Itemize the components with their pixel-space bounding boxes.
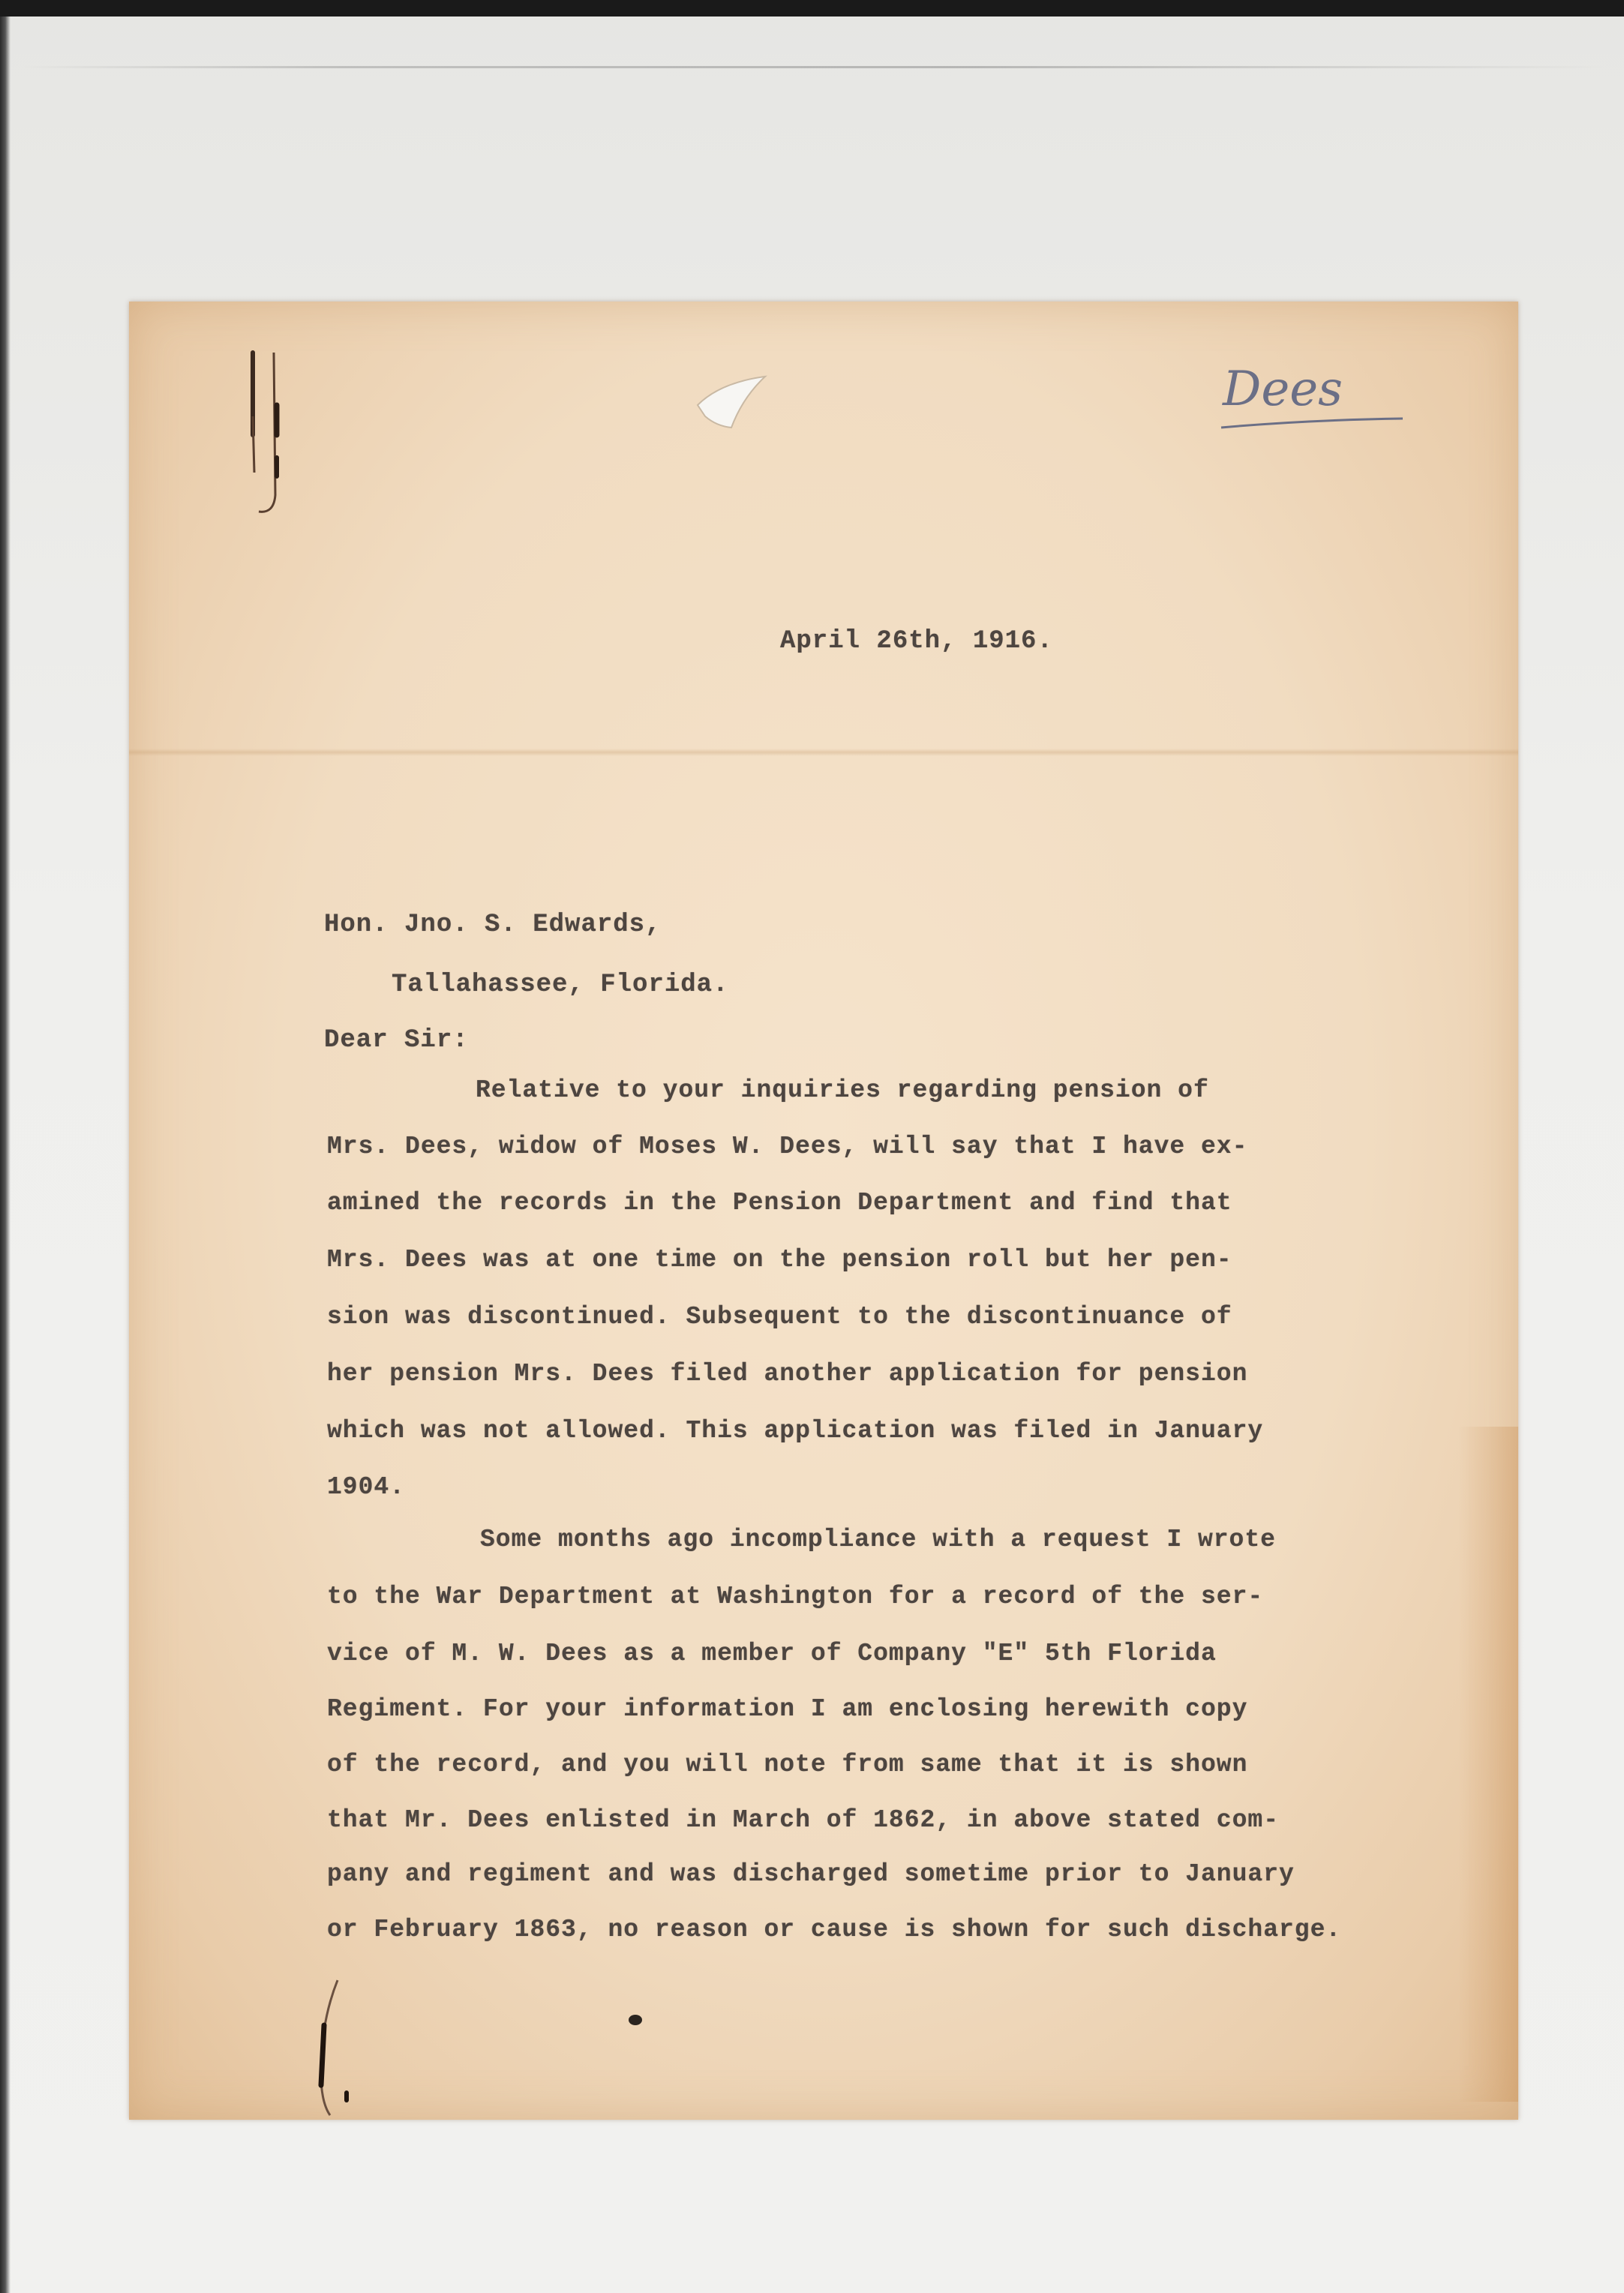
body-line: Regiment. For your information I am enclosing herewith copy — [327, 1695, 1248, 1723]
body-line: to the War Department at Washington for a record of the ser- — [327, 1583, 1264, 1610]
body-line: of the record, and you will note from same that it is shown — [327, 1751, 1248, 1778]
salutation: Dear Sir: — [324, 1026, 469, 1055]
scanner-glass-line — [23, 66, 1605, 68]
paper-tear-icon — [690, 375, 773, 435]
clip-mark-bottom-icon — [300, 1973, 368, 2123]
body-line: Mrs. Dees, widow of Moses W. Dees, will say that I have ex- — [327, 1133, 1248, 1160]
scanner-left-edge — [0, 17, 11, 2293]
handwritten-annotation — [1215, 359, 1410, 441]
body-line: 1904. — [327, 1473, 406, 1501]
body-line: Some months ago incompliance with a request I wrote — [480, 1526, 1276, 1553]
body-line: Relative to your inquiries regarding pension of — [476, 1076, 1209, 1104]
body-line: which was not allowed. This application was filed in January — [327, 1417, 1264, 1445]
scanner-top-edge — [0, 0, 1624, 17]
paper-fold-crease — [129, 749, 1518, 756]
body-line: that Mr. Dees enlisted in March of 1862, in above stated com- — [327, 1806, 1279, 1834]
body-line: her pension Mrs. Dees filed another application for pension — [327, 1360, 1248, 1388]
ink-blot — [629, 2015, 642, 2025]
body-line: amined the records in the Pension Department and find that — [327, 1189, 1232, 1217]
body-line: vice of M. W. Dees as a member of Company "E" 5th Florida — [327, 1640, 1217, 1667]
letter-date: April 26th, 1916. — [780, 627, 1053, 656]
body-line: Mrs. Dees was at one time on the pension roll but her pen- — [327, 1246, 1232, 1274]
recipient-name: Hon. Jno. S. Edwards, — [324, 911, 662, 939]
svg-text:Dees: Dees — [1223, 362, 1343, 417]
body-line: or February 1863, no reason or cause is shown for such discharge. — [327, 1916, 1342, 1943]
paperclip-mark-icon — [244, 345, 289, 518]
body-line: pany and regiment and was discharged sometime prior to January — [327, 1860, 1295, 1888]
recipient-location: Tallahassee, Florida. — [392, 971, 729, 999]
paper-stain — [1458, 1427, 1518, 2102]
body-line: sion was discontinued. Subsequent to the discontinuance of — [327, 1303, 1232, 1331]
